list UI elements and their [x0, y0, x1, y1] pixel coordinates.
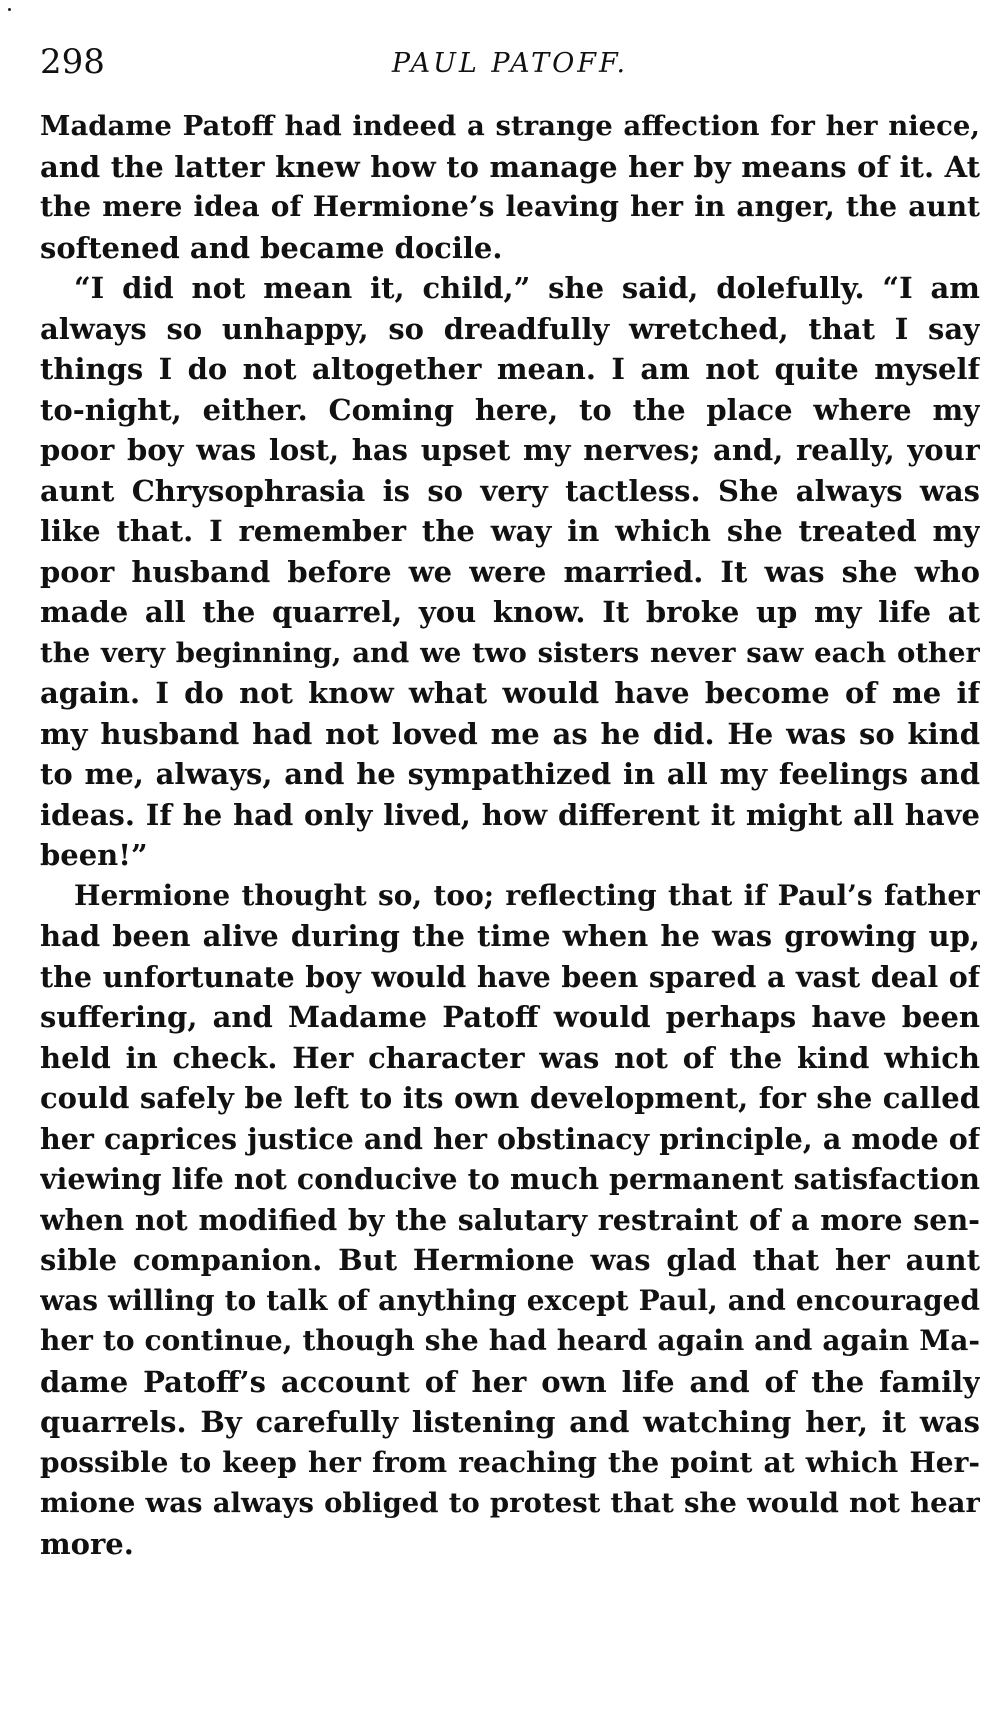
text-line: dame Patoff’s account of her own life and of the family [40, 1364, 980, 1399]
text-line: to me, always, and he sympathized in all my feelings and [40, 757, 980, 791]
text-line: mione was always obliged to protest that she would not hear [40, 1487, 980, 1519]
text-line: had been alive during the time when he was growing up, [40, 919, 980, 953]
text-line: the very beginning, and we two sisters never saw each other [40, 636, 980, 669]
text-line: poor boy was lost, has upset my nerves; and, really, your [40, 433, 980, 467]
text-line: Hermione thought so, too; reflecting that if Paul’s father [74, 878, 980, 912]
page-header [40, 40, 980, 100]
text-line: could safely be left to its own development, for she called [40, 1081, 980, 1115]
text-line: suffering, and Madame Patoff would perhaps have been [40, 1000, 980, 1034]
text-line: held in check. Her character was not of the kind which [40, 1040, 980, 1075]
text-line: sible companion. But Hermione was glad that her aunt [40, 1243, 980, 1277]
text-line: possible to keep her from reaching the point at which Her- [40, 1445, 980, 1479]
text-line: her caprices justice and her obstinacy principle, a mode of [40, 1121, 980, 1156]
text-line: again. I do not know what would have become of me if [40, 676, 980, 710]
text-line: poor husband before we were married. It was she who [40, 554, 980, 589]
text-line: “I did not mean it, child,” she said, dolefully. “I am [74, 271, 980, 305]
text-line: things I do not altogether mean. I am not quite myself [40, 352, 980, 386]
text-line: aunt Chrysophrasia is so very tactless. She always was [40, 473, 980, 508]
text-line: her to continue, though she had heard again and again Ma- [40, 1324, 980, 1357]
text-line: like that. I remember the way in which she treated my [40, 514, 980, 548]
text-line: viewing life not conducive to much permanent satisfaction [40, 1162, 980, 1196]
text-line: when not modified by the salutary restraint of a more sen- [40, 1202, 980, 1237]
text-line: made all the quarrel, you know. It broke up my life at [40, 595, 980, 629]
text-line: was willing to talk of anything except Paul, and encouraged [40, 1283, 980, 1317]
text-line: the unfortunate boy would have been spared a vast deal of [40, 959, 980, 994]
text-line: the mere idea of Hermione’s leaving her in anger, the aunt [40, 190, 980, 223]
text-line: more. [40, 1526, 134, 1561]
page-number: 298 [40, 42, 105, 82]
text-line: ideas. If he had only lived, how different it might all have [40, 797, 980, 832]
text-line: my husband had not loved me as he did. He was so kind [40, 716, 980, 751]
text-line: softened and became docile. [40, 230, 503, 265]
text-line: and the latter knew how to manage her by means of it. At [40, 149, 980, 184]
text-line: to-night, either. Coming here, to the place where my [40, 392, 980, 427]
text-line: quarrels. By carefully listening and watching her, it was [40, 1405, 980, 1439]
text-line: been!” [40, 838, 148, 872]
print-speck [8, 8, 11, 11]
text-line: Madame Patoff had indeed a strange affection for her niece, [40, 110, 980, 142]
text-line: always so unhappy, so dreadfully wretched, that I say [40, 311, 980, 346]
body-text [40, 106, 980, 1564]
running-title: PAUL PATOFF. [391, 48, 629, 79]
